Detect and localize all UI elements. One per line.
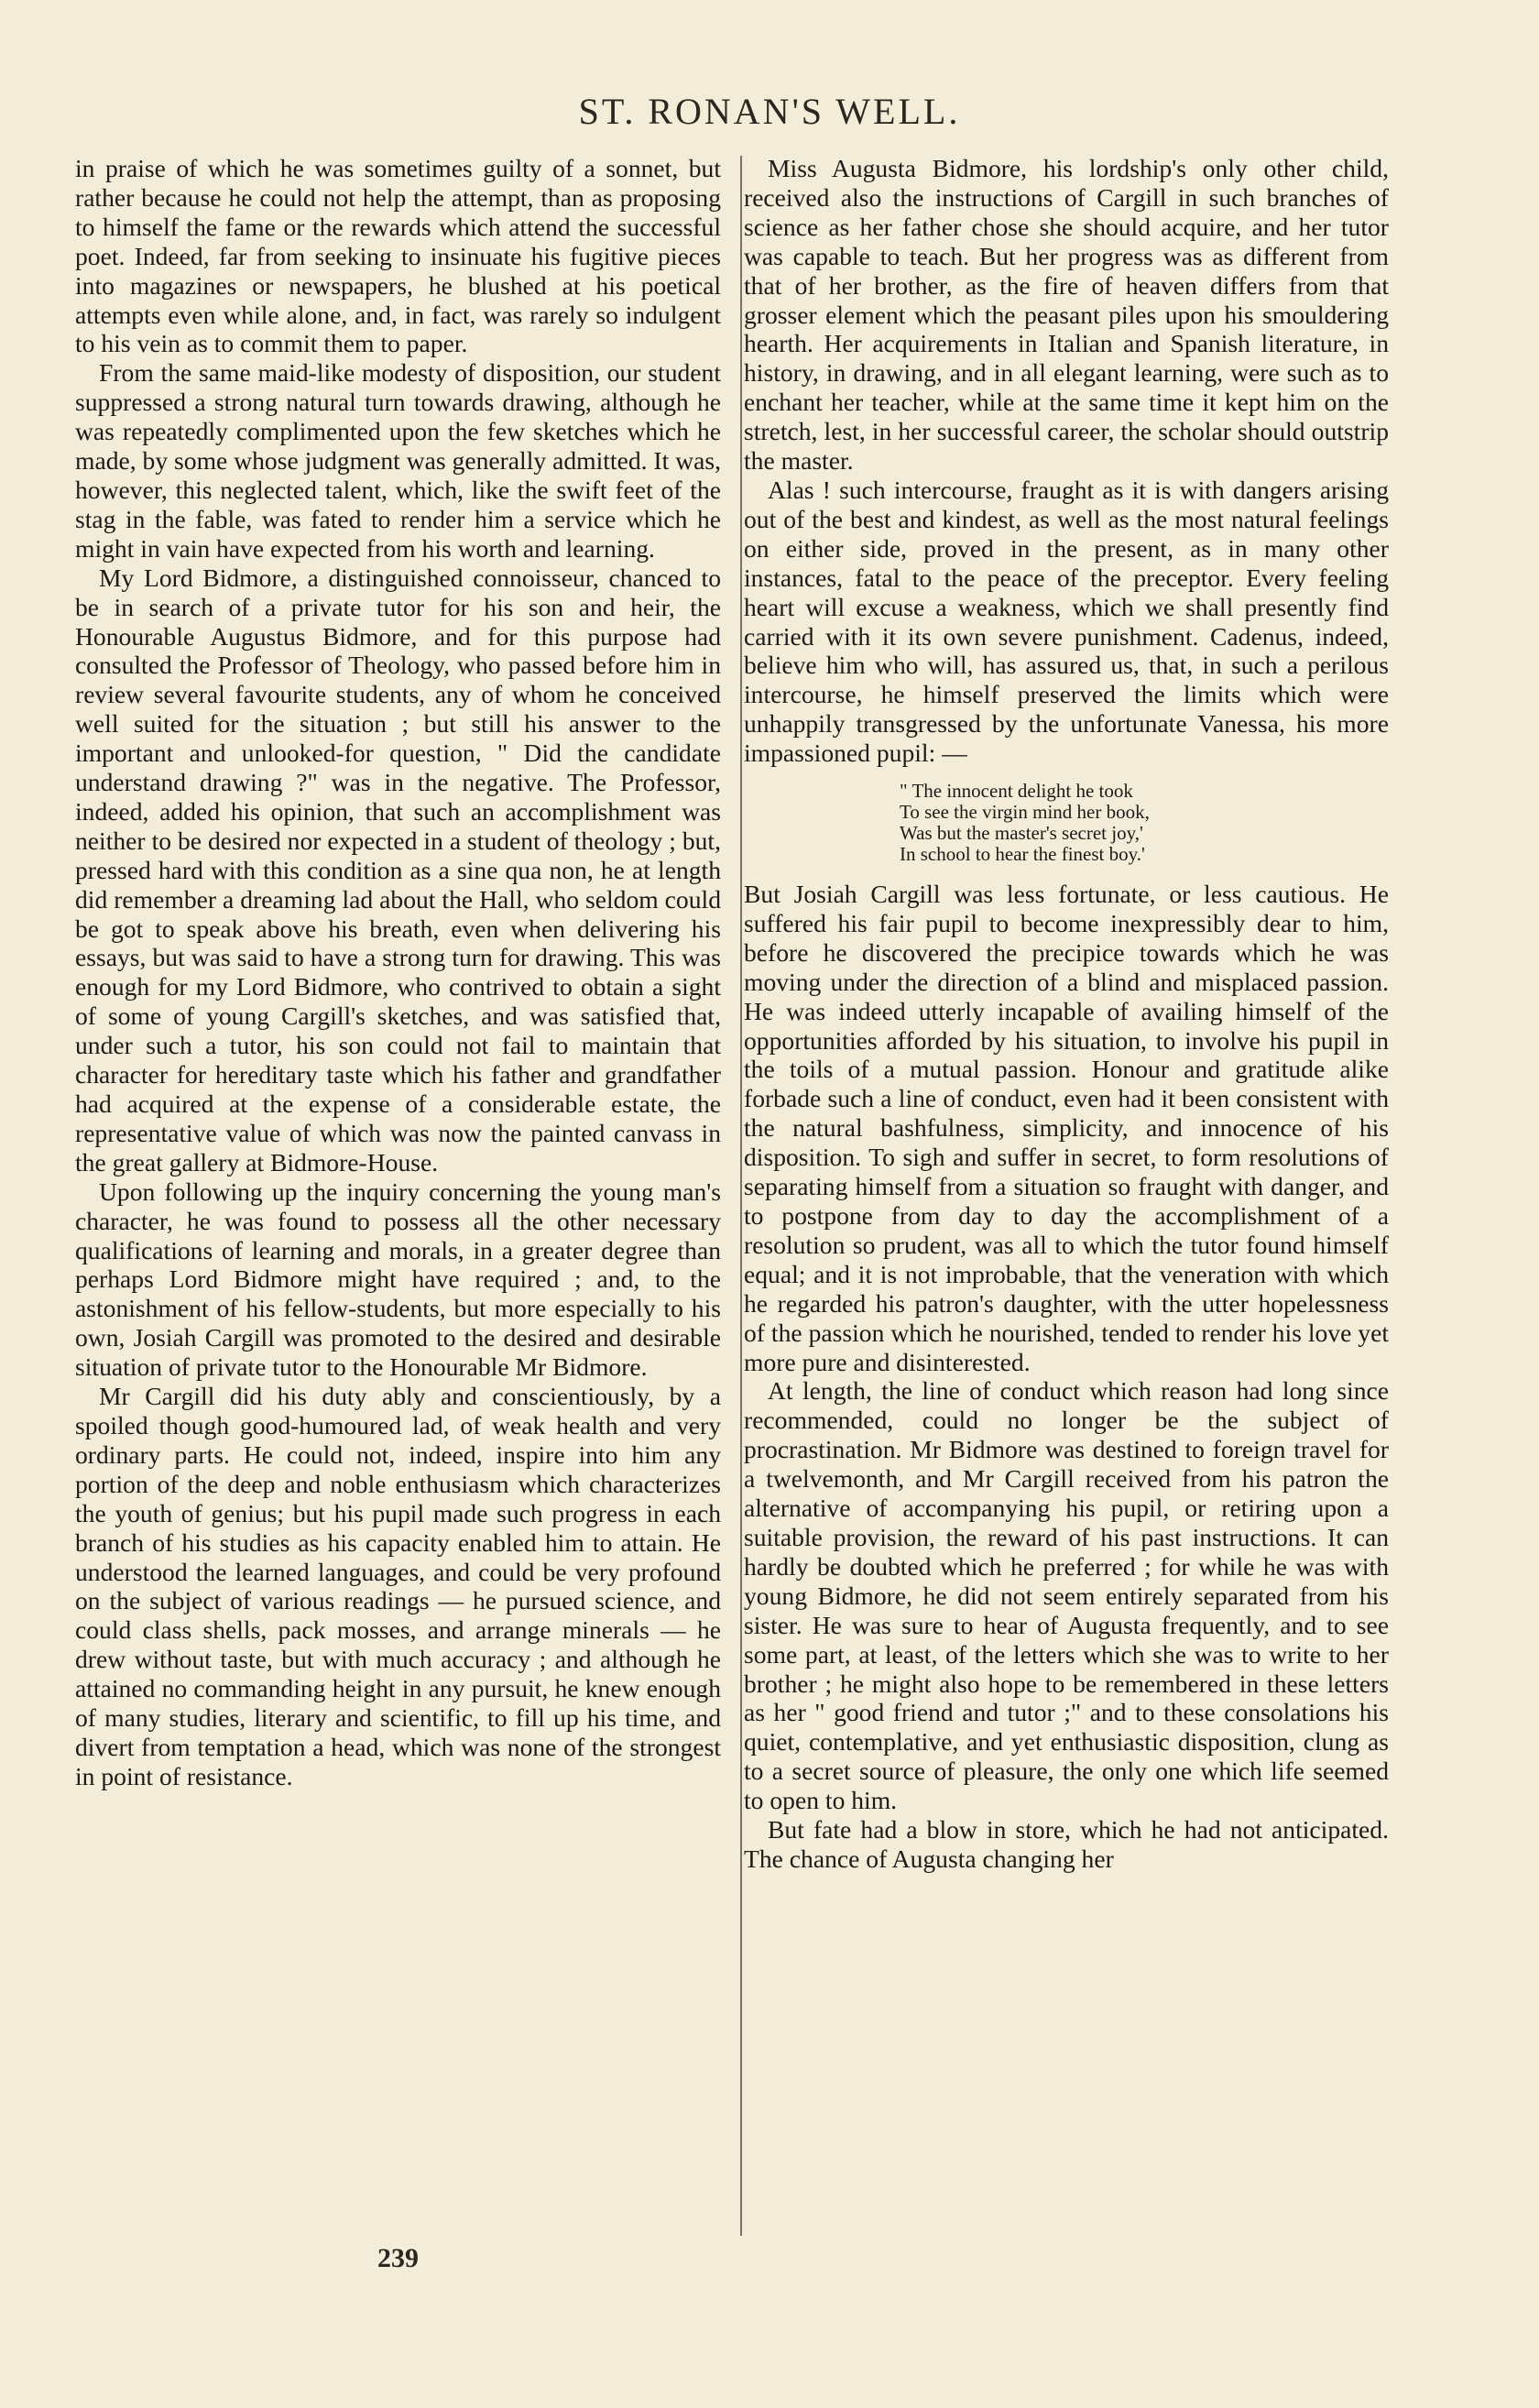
verse-line: Was but the master's secret joy,' — [900, 822, 1143, 845]
paragraph: in praise of which he was sometimes guilty of a sonnet, but rather because he could not help the attempt, than as proposing to himself the fame or the rewards which attend the successful poet. Indeed, far from seeking to insinuate his fugitive pieces into magazines or newspapers, he blushed at his poetical attempts even while alone, and, in fact, was rarely so indulgent to his vein as to commit them to paper. — [75, 154, 721, 358]
page-number: 239 — [377, 2243, 419, 2273]
running-title: ST. RONAN'S WELL. — [578, 91, 961, 132]
verse-line: To see the virgin mind her book, — [900, 801, 1150, 824]
column-divider — [740, 156, 742, 2236]
verse-line: In school to hear the finest boy.' — [900, 843, 1145, 866]
paragraph: But Josiah Cargill was less fortunate, or less cautious. He suffered his fair pupil to become inexpressibly dear to him, before he discovered the precipice towards which he was moving under the direction of a blind and misplaced passion. He was indeed utterly incapable of availing himself of the opportunities afforded by his situation, to involve his pupil in the toils of a mutual passion. Honour and gratitude alike forbade such a line of conduct, even had it been consistent with the natural bashfulness, simplicity, and innocence of his disposition. To sigh and suffer in secret, to form resolutions of separating himself from a situation so fraught with danger, and to postpone from day to day the accomplishment of a resolution so prudent, was all to which the tutor found himself equal; and it is not improbable, that the veneration with which he regarded his patron's daughter, with the utter hopelessness of the passion which he nourished, tended to render his love yet more pure and disinterested. — [744, 880, 1389, 1376]
paragraph: Miss Augusta Bidmore, his lordship's only other child, received also the instructions of Cargill in such branches of science as her father chose she should acquire, and her tutor was capable to teach. But her progress was as different from that of her brother, as the fire of heaven differs from that grosser element which the peasant piles upon his smouldering hearth. Her acquirements in Italian and Spanish literature, in history, in drawing, and in all elegant learning, were such as to enchant her teacher, while at the same time it kept him on the stretch, lest, in her successful career, the scholar should outstrip the master. — [744, 154, 1389, 476]
paragraph: My Lord Bidmore, a distinguished connoisseur, chanced to be in search of a private tutor for his son and heir, the Honourable Augustus Bidmore, and for this purpose had consulted the Professor of Theology, who passed before him in review several favourite students, any of whom he conceived well suited for the situation ; but still his answer to the important and unlooked-for question, " Did the candidate understand drawing ?" was in the negative. The Professor, indeed, added his opinion, that such an accomplishment was neither to be desired nor expected in a student of theology ; but, pressed hard with this condition as a sine qua non, he at length did remember a dreaming lad about the Hall, who seldom could be got to speak above his breath, even when delivering his essays, but was said to have a strong turn for drawing. This was enough for my Lord Bidmore, who contrived to obtain a sight of some of young Cargill's sketches, and was satisfied that, under such a tutor, his son could not fail to maintain that character for hereditary taste which his father and grandfather had acquired at the expense of a considerable estate, the representative value of which was now the painted canvass in the great gallery at Bidmore-House. — [75, 563, 721, 1177]
verse-quotation — [744, 781, 1389, 865]
right-column — [744, 154, 1389, 2229]
paragraph: From the same maid-like modesty of disposition, our student suppressed a strong natural turn towards drawing, although he was repeatedly complimented upon the few sketches which he made, by some whose judgment was generally admitted. It was, however, this neglected talent, which, like the swift feet of the stag in the fable, was fated to render him a service which he might in vain have expected from his worth and learning. — [75, 358, 721, 563]
paragraph: Alas ! such intercourse, fraught as it is with dangers arising out of the best and kindest, as well as the most natural feelings on either side, proved in the present, as in many other instances, fatal to the peace of the preceptor. Every feeling heart will excuse a weakness, which we shall presently find carried with it its own severe punishment. Cadenus, indeed, believe him who will, has assured us, that, in such a perilous intercourse, he himself preserved the limits which were unhappily transgressed by the unfortunate Vanessa, his more impassioned pupil: — — [744, 475, 1389, 768]
paragraph: At length, the line of conduct which reason had long since recommended, could no longer be the subject of procrastination. Mr Bidmore was destined to foreign travel for a twelvemonth, and Mr Cargill received from his patron the alternative of accompanying his pupil, or retiring upon a suitable provision, the reward of his past instructions. It can hardly be doubted which he preferred ; for while he was with young Bidmore, he did not seem entirely separated from his sister. He was sure to hear of Augusta frequently, and to see some part, at least, of the letters which she was to write to her brother ; he might also hope to be remembered in these letters as her " good friend and tutor ;" and to these consolations his quiet, contemplative, and yet enthusiastic disposition, clung as to a secret source of pleasure, the only one which life seemed to open to him. — [744, 1376, 1389, 1815]
left-column — [75, 154, 721, 2229]
verse-line: " The innocent delight he took — [900, 780, 1133, 803]
paragraph: Mr Cargill did his duty ably and conscientiously, by a spoiled though good-humoured lad, of weak health and very ordinary parts. He could not, indeed, inspire into him any portion of the deep and noble enthusiasm which characterizes the youth of genius; but his pupil made such progress in each branch of his studies as his capacity enabled him to attain. He understood the learned languages, and could be very profound on the subject of various readings — he pursued science, and could class shells, pack mosses, and arrange minerals — he drew without taste, but with much accuracy ; and although he attained no commanding height in any pursuit, he knew enough of many studies, literary and scientific, to fill up his time, and divert from temptation a head, which was none of the strongest in point of resistance. — [75, 1382, 721, 1790]
paragraph: But fate had a blow in store, which he had not anticipated. The chance of Augusta changing her — [744, 1815, 1389, 1873]
paragraph: Upon following up the inquiry concerning the young man's character, he was found to possess all the other necessary qualifications of learning and morals, in a greater degree than perhaps Lord Bidmore might have required ; and, to the astonishment of his fellow-students, but more especially to his own, Josiah Cargill was promoted to the desired and desirable situation of private tutor to the Honourable Mr Bidmore. — [75, 1177, 721, 1382]
